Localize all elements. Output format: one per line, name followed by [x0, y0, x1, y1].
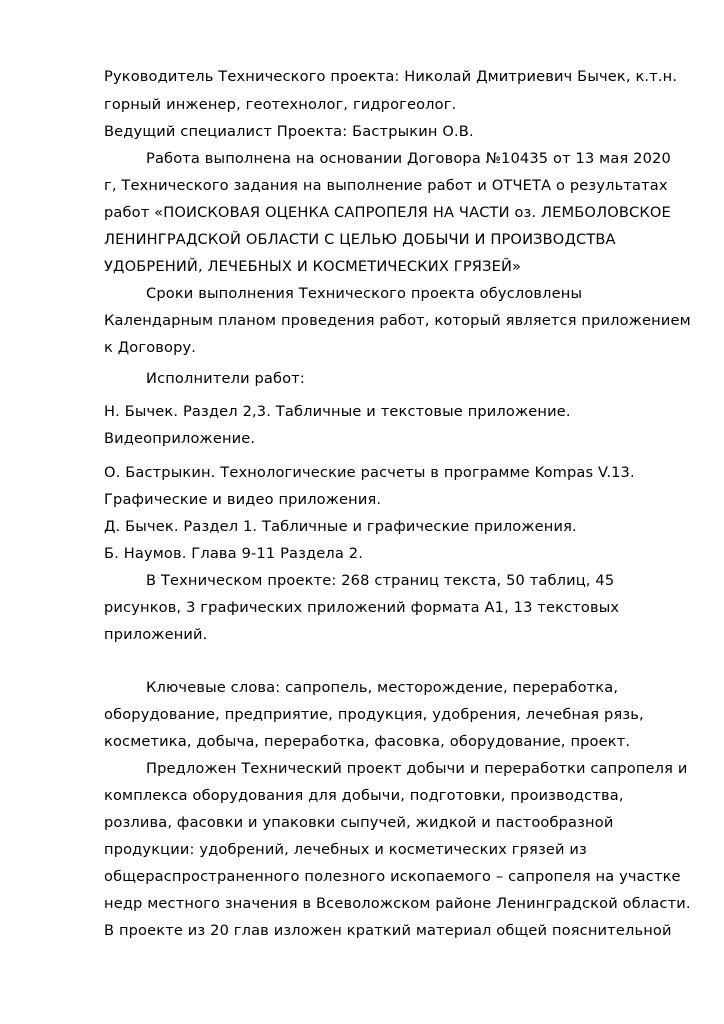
text-line: недр местного значения в Всеволожском районе Ленинградской области.: [104, 895, 691, 912]
text-line: горный инженер, геотехнолог, гидрогеолог.: [104, 96, 457, 113]
text-line: В проекте из 20 глав изложен краткий материал общей пояснительной: [104, 922, 672, 939]
paragraph-first-line: Предложен Технический проект добычи и переработки сапропеля и: [146, 760, 688, 777]
text-line: О. Бастрыкин. Технологические расчеты в программе Kompas V.13.: [104, 464, 635, 481]
text-line: г, Технического задания на выполнение работ и ОТЧЕТА о результатах: [104, 177, 668, 194]
paragraph-first-line: В Техническом проекте: 268 страниц текста, 50 таблиц, 45: [146, 572, 615, 589]
section-heading: Исполнители работ:: [146, 370, 305, 387]
text-line: розлива, фасовки и упаковки сыпучей, жидкой и пастообразной: [104, 814, 614, 831]
text-line: косметика, добыча, переработка, фасовка, оборудование, проект.: [104, 733, 631, 750]
text-line: Видеоприложение.: [104, 430, 256, 447]
text-line: Руководитель Технического проекта: Николай Дмитриевич Бычек, к.т.н.: [104, 68, 678, 85]
text-line: общераспространенного полезного ископаемого – сапропеля на участке: [104, 868, 681, 885]
text-line: Календарным планом проведения работ, который является приложением: [104, 312, 691, 329]
paragraph-first-line: Ключевые слова: сапропель, месторождение, переработка,: [146, 679, 619, 696]
text-line: Графические и видео приложения.: [104, 491, 382, 508]
text-line: ЛЕНИНГРАДСКОЙ ОБЛАСТИ С ЦЕЛЬЮ ДОБЫЧИ И ПРОИЗВОДСТВА: [104, 231, 616, 248]
text-line: оборудование, предприятие, продукция, удобрения, лечебная рязь,: [104, 706, 644, 723]
paragraph-first-line: Сроки выполнения Технического проекта обусловлены: [146, 285, 583, 302]
text-line: УДОБРЕНИЙ, ЛЕЧЕБНЫХ И КОСМЕТИЧЕСКИХ ГРЯЗЕЙ»: [104, 258, 522, 275]
text-line: Н. Бычек. Раздел 2,3. Табличные и текстовые приложение.: [104, 403, 571, 420]
text-line: работ «ПОИСКОВАЯ ОЦЕНКА САПРОПЕЛЯ НА ЧАСТИ оз. ЛЕМБОЛОВСКОЕ: [104, 204, 671, 221]
paragraph-first-line: Работа выполнена на основании Договора №10435 от 13 мая 2020: [146, 150, 671, 167]
text-line: к Договору.: [104, 339, 197, 356]
text-line: продукции: удобрений, лечебных и косметических грязей из: [104, 841, 587, 858]
text-line: приложений.: [104, 626, 208, 643]
text-line: Ведущий специалист Проекта: Бастрыкин О.В.: [104, 123, 474, 140]
text-line: комплекса оборудования для добычи, подготовки, производства,: [104, 787, 624, 804]
text-line: рисунков, 3 графических приложений формата А1, 13 текстовых: [104, 599, 620, 616]
text-line: Д. Бычек. Раздел 1. Табличные и графические приложения.: [104, 518, 577, 535]
text-line: Б. Наумов. Глава 9-11 Раздела 2.: [104, 545, 363, 562]
